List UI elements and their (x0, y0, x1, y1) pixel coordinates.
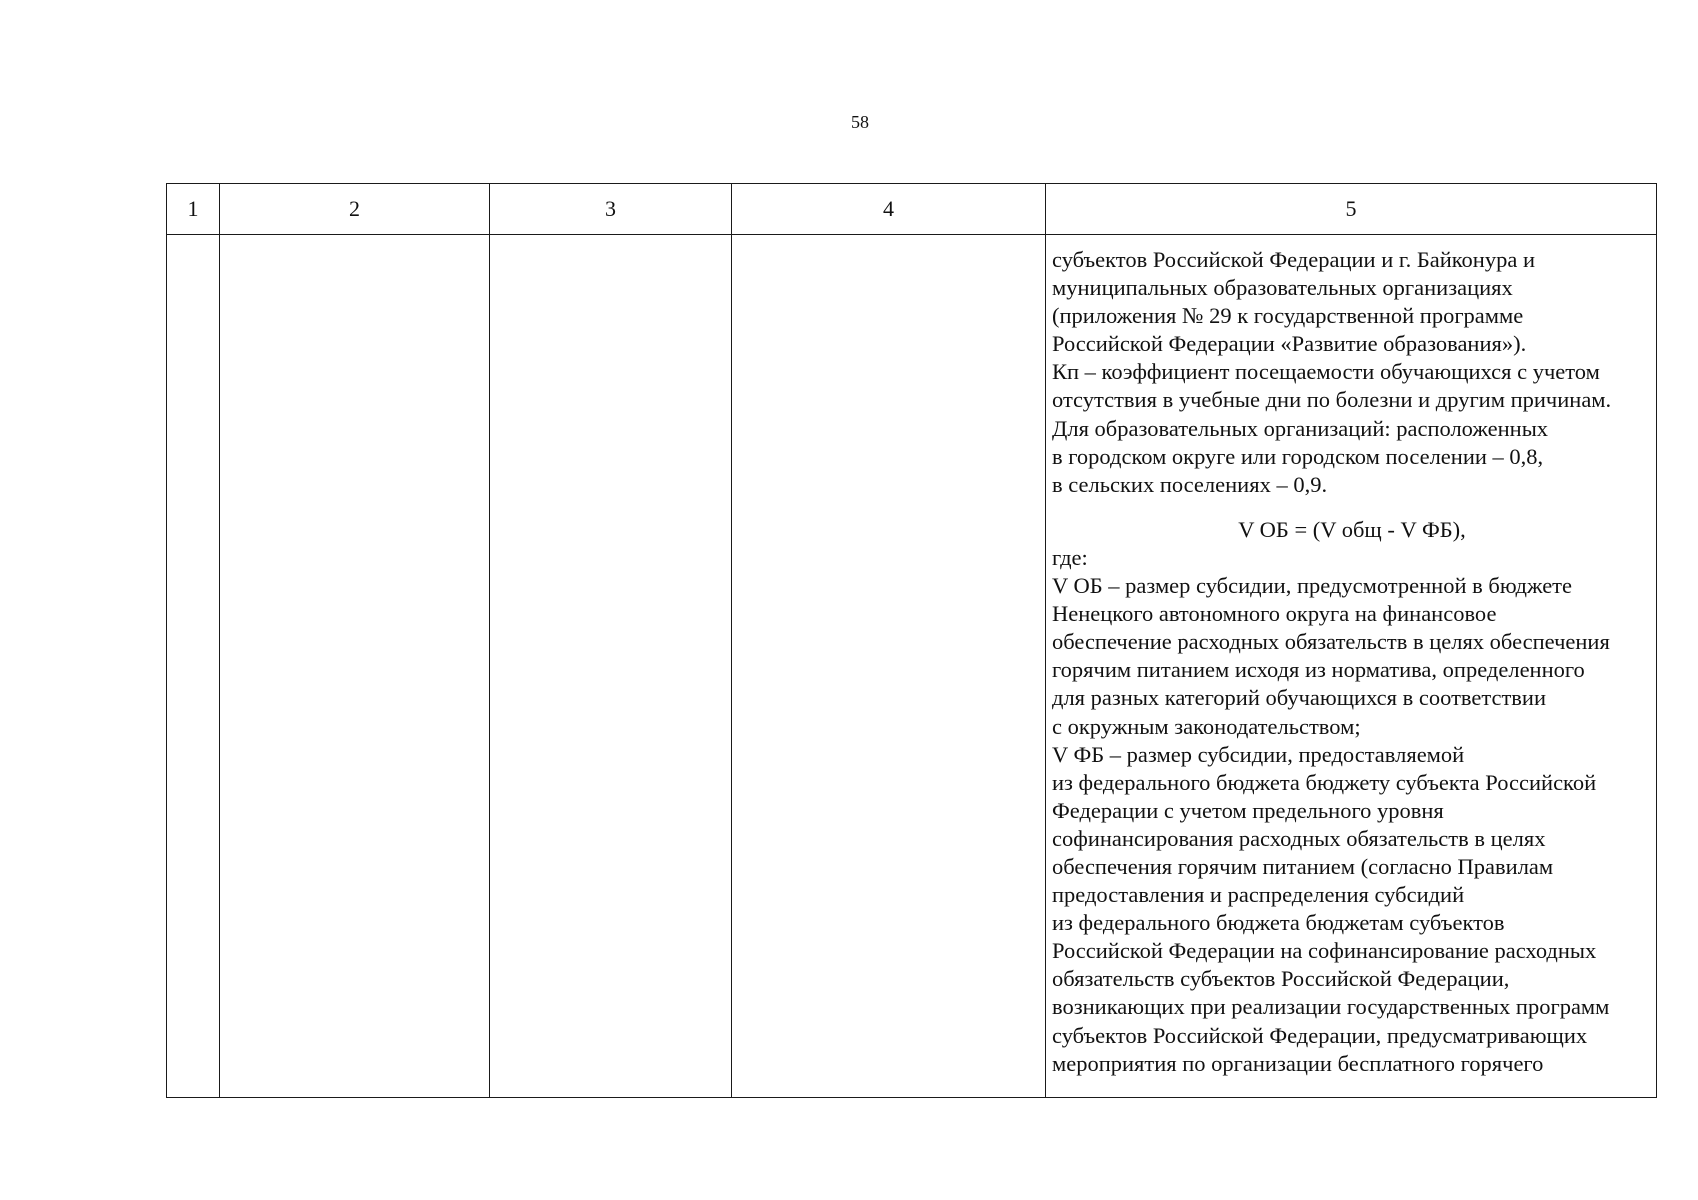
text-line: Ненецкого автономного округа на финансовое (1052, 601, 1497, 627)
formula: V ОБ = (V общ - V ФБ), (1238, 516, 1466, 542)
column-header-5: 5 (1046, 184, 1657, 235)
text-line: возникающих при реализации государственных программ (1052, 994, 1610, 1020)
document-table (166, 183, 1657, 1098)
cell-col-5 (1046, 235, 1657, 1098)
column-header-3: 3 (490, 184, 732, 235)
text-line: предоставления и распределения субсидий (1052, 882, 1465, 908)
text-line: Российской Федерации на софинансирование расходных (1052, 938, 1597, 964)
cell-col-1 (167, 235, 220, 1098)
text-line: Для образовательных организаций: расположенных (1052, 415, 1549, 441)
column-5-text (1046, 235, 1656, 1086)
text-line: V ОБ – размер субсидии, предусмотренной в бюджете (1052, 573, 1573, 599)
text-line: субъектов Российской Федерации, предусматривающих (1052, 1022, 1588, 1048)
text-line: в городском округе или городском поселении – 0,8, (1052, 443, 1544, 469)
text-line: мероприятия по организации бесплатного горячего (1052, 1050, 1544, 1076)
text-line: из федерального бюджета бюджетам субъектов (1052, 910, 1505, 936)
column-header-2: 2 (220, 184, 490, 235)
table-header-row (167, 184, 1657, 235)
text-line: из федерального бюджета бюджету субъекта Российской (1052, 769, 1597, 795)
text-line: где: (1052, 544, 1088, 570)
column-header-1: 1 (167, 184, 220, 235)
text-line: (приложения № 29 к государственной программе (1052, 303, 1524, 329)
text-line: V ФБ – размер субсидии, предоставляемой (1052, 741, 1465, 767)
text-line: отсутствия в учебные дни по болезни и другим причинам. (1052, 387, 1612, 413)
text-line: горячим питанием исходя из норматива, определенного (1052, 657, 1585, 683)
text-line: обязательств субъектов Российской Федерации, (1052, 966, 1510, 992)
text-line: софинансирования расходных обязательств в целях (1052, 825, 1546, 851)
column-header-4: 4 (732, 184, 1046, 235)
table-row (167, 235, 1657, 1098)
text-line: в сельских поселениях – 0,9. (1052, 471, 1328, 497)
text-line: муниципальных образовательных организациях (1052, 275, 1513, 301)
text-line: обеспечения горячим питанием (согласно Правилам (1052, 853, 1554, 879)
cell-col-3 (490, 235, 732, 1098)
cell-col-2 (220, 235, 490, 1098)
cell-col-4 (732, 235, 1046, 1098)
text-line: субъектов Российской Федерации и г. Байконура и (1052, 247, 1536, 272)
text-line: Российской Федерации «Развитие образования»). (1052, 331, 1527, 357)
text-line: обеспечение расходных обязательств в целях обеспечения (1052, 629, 1610, 655)
text-line: Кп – коэффициент посещаемости обучающихся с учетом (1052, 359, 1600, 385)
text-line: для разных категорий обучающихся в соответствии (1052, 685, 1547, 711)
page-number: 58 (851, 112, 869, 132)
text-line: Федерации с учетом предельного уровня (1052, 797, 1444, 823)
text-line: с окружным законодательством; (1052, 713, 1361, 739)
